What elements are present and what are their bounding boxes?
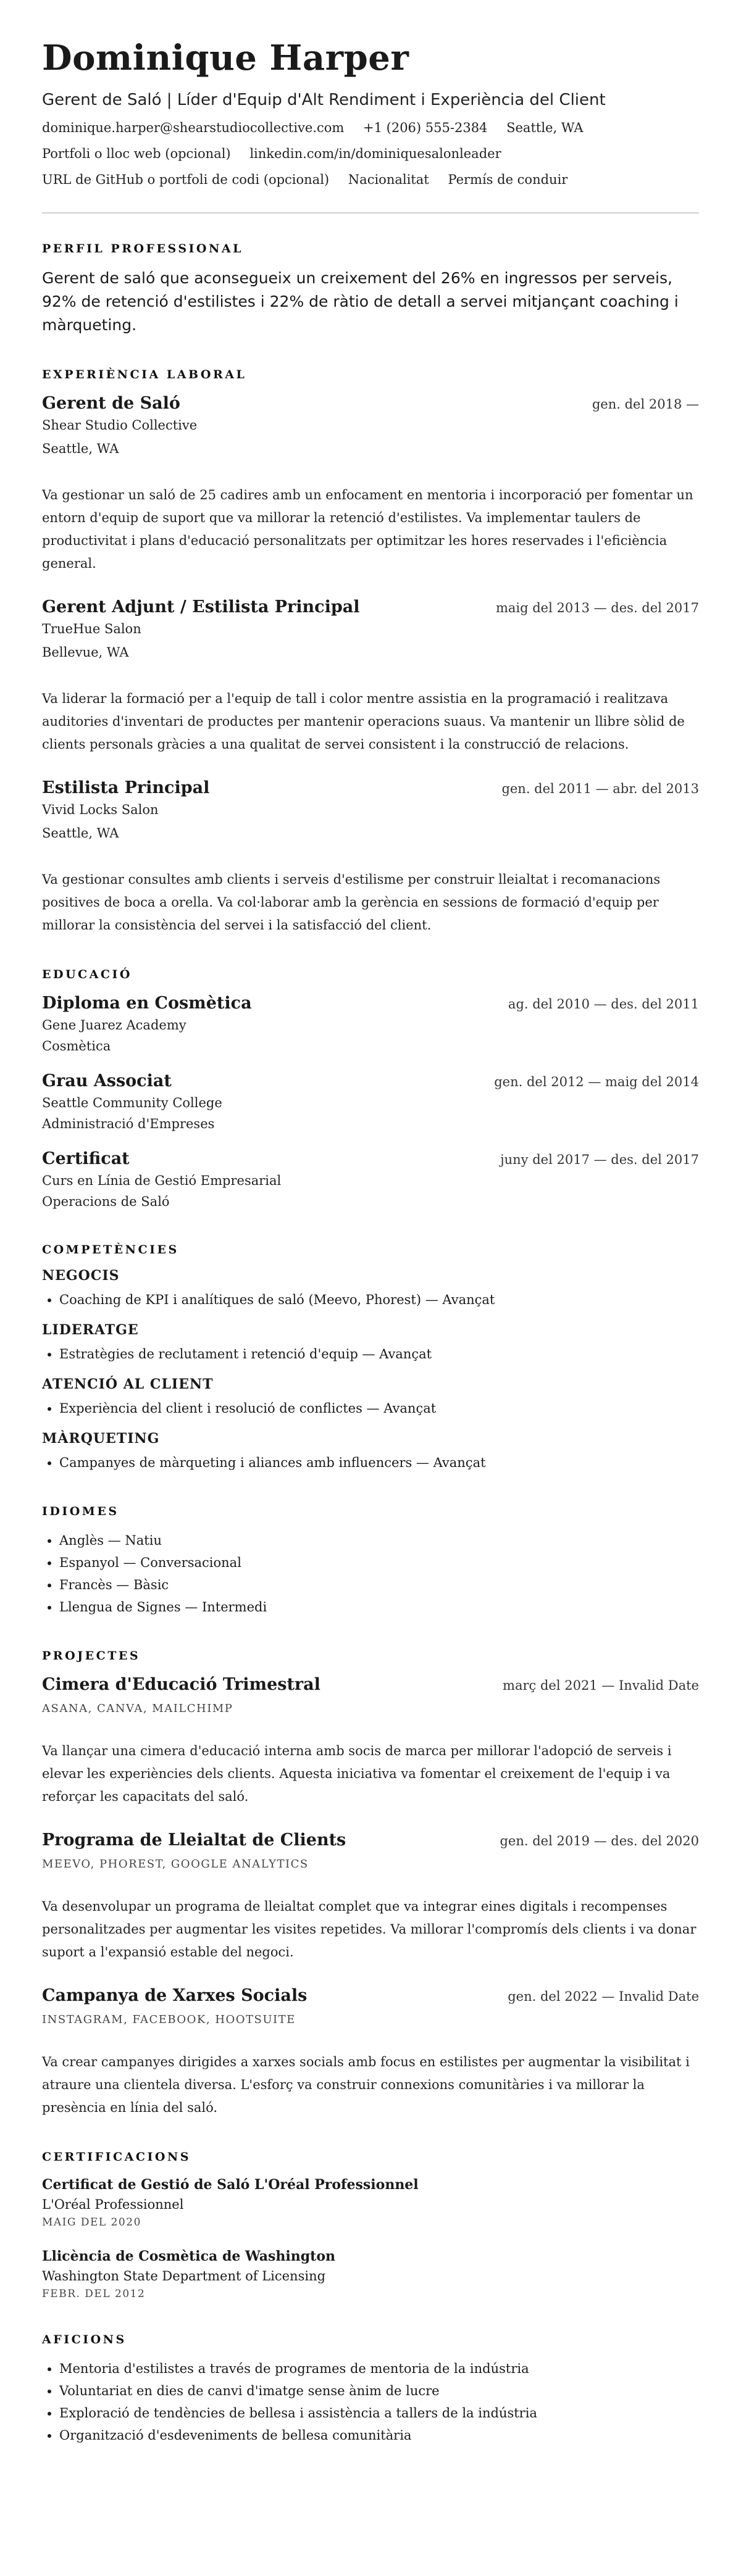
section-title-education: EDUCACIÓ [42,968,132,981]
certification-date: MAIG DEL 2020 [42,2216,141,2229]
experience-entry [42,393,699,575]
project-tech: ASANA, CANVA, MAILCHIMP [42,1702,233,1715]
degree-field: Cosmètica [42,1039,111,1053]
certification-entry [42,2175,699,2230]
contact-phone[interactable]: +1 (206) 555-2384 [363,120,488,135]
degree-dates: gen. del 2012 — maig del 2014 [494,1074,699,1089]
project-entry [42,1829,699,1964]
section-title-skills: COMPETÈNCIES [42,1243,179,1257]
contact-row-links [42,144,699,163]
contact-location: Seattle, WA [506,120,584,135]
degree-title: Diploma en Cosmètica [42,994,252,1013]
skill-list [42,1452,699,1474]
project-dates: gen. del 2022 — Invalid Date [508,1989,699,2004]
section-title-languages: IDIOMES [42,1505,119,1518]
summary-text: Gerent de saló que aconsegueix un creixement del 26% en ingressos per serveis, 92% de retenció d'estilistes i 22% de ràtio de detall a servei mitjançant coaching i màrqueting. [42,269,679,334]
certification-issuer: Washington State Department of Licensing [42,2269,326,2283]
job-title: Gerent Adjunt / Estilista Principal [42,597,360,617]
education-entry [42,992,699,1057]
job-company: TrueHue Salon [42,621,141,636]
language-item: • Espanyol — Conversacional [59,1552,699,1574]
job-description: Va gestionar un saló de 25 cadires amb un enfocament en mentoria i incorporació per fomentar un entorn d'equip de suport que va millorar la retenció d'estilistes. Va implementar taulers de productivitat i plans d'educació personalitzats per optimitzar les hores reservades i l'eficiència general. [42,488,693,571]
certification-name: Llicència de Cosmètica de Washington [42,2248,335,2264]
school-name: Curs en Línia de Gestió Empresarial [42,1173,282,1188]
interest-item: • Mentoria d'estilistes a través de programes de mentoria de la indústria [59,2358,699,2380]
skill-item: • Coaching de KPI i analítiques de saló (Meevo, Phorest) — Avançat [59,1289,699,1311]
job-description: Va liderar la formació per a l'equip de tall i color mentre assistia en la programació i realitzava auditories d'inventari de productes per mantenir operacions suaus. Va mantenir un llibre sòlid de clients personals gràcies a una qualitat de servei consistent i la construcció de relacions. [42,691,685,752]
job-description: Va gestionar consultes amb clients i serveis d'estilisme per construir lleialtat i recomanacions positives de boca a orella. Va col·laborar amb la gerència en sessions de formació d'equip per millorar la consistència del servei i la satisfacció del client. [42,872,661,933]
project-tech: INSTAGRAM, FACEBOOK, HOOTSUITE [42,2013,296,2026]
skill-item: • Estratègies de reclutament i retenció d'equip — Avançat [59,1343,699,1365]
contact-email[interactable]: dominique.harper@shearstudiocollective.com [42,120,345,135]
experience-section [42,368,699,937]
contact-license: Permís de conduir [448,172,568,187]
contact-github[interactable]: URL de GitHub o portfoli de codi (opcional) [42,172,330,187]
degree-field: Administració d'Empreses [42,1116,215,1131]
education-section [42,968,699,1212]
skill-category-title: MÀRQUETING [42,1431,160,1447]
degree-title: Certificat [42,1149,130,1168]
contact-portfolio[interactable]: Portfoli o lloc web (opcional) [42,146,231,161]
skill-list [42,1397,699,1419]
section-title-certifications: CERTIFICACIONS [42,2150,191,2164]
project-description: Va crear campanyes dirigides a xarxes socials amb focus en estilistes per augmentar la visibilitat i atraure una clientela diversa. L'esforç va construir connexions comunitàries i va millorar la presència en línia del saló. [42,2055,690,2115]
project-name: Campanya de Xarxes Socials [42,1986,308,2005]
language-list [42,1529,699,1618]
job-location: Bellevue, WA [42,645,129,660]
header-divider [42,212,699,214]
summary-section [42,242,699,337]
school-name: Gene Juarez Academy [42,1018,186,1032]
contact-row-extra [42,170,699,189]
section-title-experience: EXPERIÈNCIA LABORAL [42,368,247,381]
job-dates: maig del 2013 — des. del 2017 [495,600,699,615]
skills-section [42,1243,699,1474]
job-title: Estilista Principal [42,778,210,797]
job-dates: gen. del 2018 — [592,397,699,412]
degree-title: Grau Associat [42,1071,172,1091]
certification-date: FEBR. DEL 2012 [42,2288,146,2300]
project-description: Va desenvolupar un programa de lleialtat complet que va integrar eines digitals i recompenses personalitzades per augmentar les visites repetides. Va millorar l'compromís dels clients i va donar suport a l'expansió estable del negoci. [42,1899,697,1959]
job-location: Seattle, WA [42,441,119,456]
project-name: Cimera d'Educació Trimestral [42,1675,320,1694]
degree-dates: juny del 2017 — des. del 2017 [500,1152,699,1167]
job-company: Vivid Locks Salon [42,802,159,817]
section-title-interests: AFICIONS [42,2333,127,2346]
experience-entry [42,777,699,937]
project-entry [42,1985,699,2119]
skill-item: • Experiència del client i resolució de conflictes — Avançat [59,1397,699,1419]
skill-list [42,1343,699,1365]
certification-issuer: L'Oréal Professionnel [42,2197,184,2212]
interest-item: • Organització d'esdeveniments de bellesa comunitària [59,2424,699,2446]
project-dates: març del 2021 — Invalid Date [503,1678,699,1693]
certifications-section [42,2150,699,2302]
headline: Gerent de Saló | Líder d'Equip d'Alt Rendiment i Experiència del Client [42,91,606,109]
contact-nationality: Nacionalitat [348,172,429,187]
education-entry [42,1148,699,1212]
project-name: Programa de Lleialtat de Clients [42,1830,346,1850]
interest-item: • Voluntariat en dies de canvi d'imatge sense ànim de lucre [59,2380,699,2402]
certification-name: Certificat de Gestió de Saló L'Oréal Professionnel [42,2177,419,2193]
job-title: Gerent de Saló [42,394,180,413]
skill-category-title: ATENCIÓ AL CLIENT [42,1376,214,1392]
certification-entry [42,2246,699,2302]
language-item: • Francès — Bàsic [59,1574,699,1596]
candidate-name: Dominique Harper [42,38,409,78]
skill-category-title: LIDERATGE [42,1322,139,1338]
project-dates: gen. del 2019 — des. del 2020 [500,1834,699,1848]
section-title-projects: PROJECTES [42,1649,141,1663]
resume-header [42,36,699,189]
skill-list [42,1289,699,1311]
contact-linkedin[interactable]: linkedin.com/in/dominiquesalonleader [249,146,501,161]
interest-list [42,2358,699,2446]
project-tech: MEEVO, PHOREST, GOOGLE ANALYTICS [42,1858,309,1871]
interest-item: • Exploració de tendències de bellesa i assistència a tallers de la indústria [59,2402,699,2424]
skill-item: • Campanyes de màrqueting i aliances amb influencers — Avançat [59,1452,699,1474]
skill-category-title: NEGOCIS [42,1268,120,1284]
job-location: Seattle, WA [42,826,119,841]
degree-field: Operacions de Saló [42,1194,170,1209]
project-entry [42,1674,699,1808]
project-description: Va llançar una cimera d'educació interna amb socis de marca per millorar l'adopció de serveis i elevar les experiències dels clients. Aquesta iniciativa va fomentar el creixement de l'equip i va reforçar les capacitats del saló. [42,1743,672,1804]
contact-row-primary [42,118,699,137]
language-item: • Llengua de Signes — Intermedi [59,1596,699,1618]
experience-entry [42,596,699,756]
languages-section [42,1505,699,1618]
job-dates: gen. del 2011 — abr. del 2013 [501,781,699,796]
degree-dates: ag. del 2010 — des. del 2011 [508,997,699,1012]
language-item: • Anglès — Natiu [59,1529,699,1552]
projects-section [42,1649,699,2119]
school-name: Seattle Community College [42,1095,222,1110]
education-entry [42,1070,699,1134]
interests-section [42,2333,699,2446]
section-title-summary: PERFIL PROFESSIONAL [42,242,243,256]
job-company: Shear Studio Collective [42,418,198,433]
